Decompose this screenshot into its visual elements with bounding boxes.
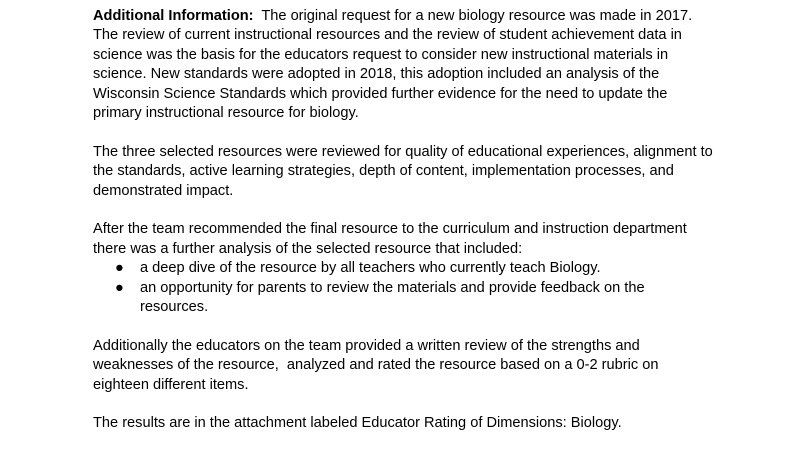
paragraph-line: demonstrated impact.: [93, 182, 234, 199]
further-analysis-paragraph: [93, 220, 733, 317]
paragraph-line: eighteen different items.: [93, 376, 249, 393]
review-criteria-paragraph: [93, 143, 733, 201]
bullet-text: resources.: [140, 299, 209, 316]
bullet-item: [93, 279, 733, 318]
paragraph-line: the standards, active learning strategies, depth of content, implementation processes, and: [93, 163, 674, 180]
bullet-icon: ●: [115, 279, 124, 296]
paragraph-line: After the team recommended the final resource to the curriculum and instruction department: [93, 221, 687, 238]
document-body: [93, 7, 733, 453]
paragraph-line: weaknesses of the resource, analyzed and rated the resource based on a 0-2 rubric on: [93, 357, 659, 374]
additional-information-label: Additional Information:: [93, 8, 254, 24]
bullet-text: a deep dive of the resource by all teachers who currently teach Biology.: [140, 260, 601, 277]
results-text: The results are in the attachment labeled Educator Rating of Dimensions: Biology.: [93, 415, 622, 432]
additional-information-paragraph: [93, 7, 733, 123]
paragraph-line: Wisconsin Science Standards which provided further evidence for the need to update the: [93, 85, 668, 102]
paragraph-line: there was a further analysis of the selected resource that included:: [93, 240, 523, 257]
paragraph-line: science. New standards were adopted in 2018, this adoption included an analysis of the: [93, 66, 660, 83]
results-paragraph: [93, 414, 733, 433]
bullet-list: [93, 259, 733, 317]
paragraph-line: science was the basis for the educators request to consider new instructional materials in: [93, 46, 669, 63]
paragraph-line: Additionally the educators on the team provided a written review of the strengths and: [93, 337, 640, 354]
paragraph-line: [93, 7, 733, 26]
paragraph-line: The review of current instructional resources and the review of student achievement data in: [93, 27, 682, 44]
bullet-text: an opportunity for parents to review the materials and provide feedback on the: [140, 279, 645, 296]
bullet-item: [93, 259, 733, 278]
paragraph-line: The three selected resources were reviewed for quality of educational experiences, alignment to: [93, 143, 713, 160]
bullet-icon: ●: [115, 260, 124, 277]
paragraph-line: primary instructional resource for biology.: [93, 105, 359, 122]
educator-review-paragraph: [93, 337, 733, 395]
paragraph-line-text: The original request for a new biology resource was made in 2017.: [253, 8, 693, 24]
